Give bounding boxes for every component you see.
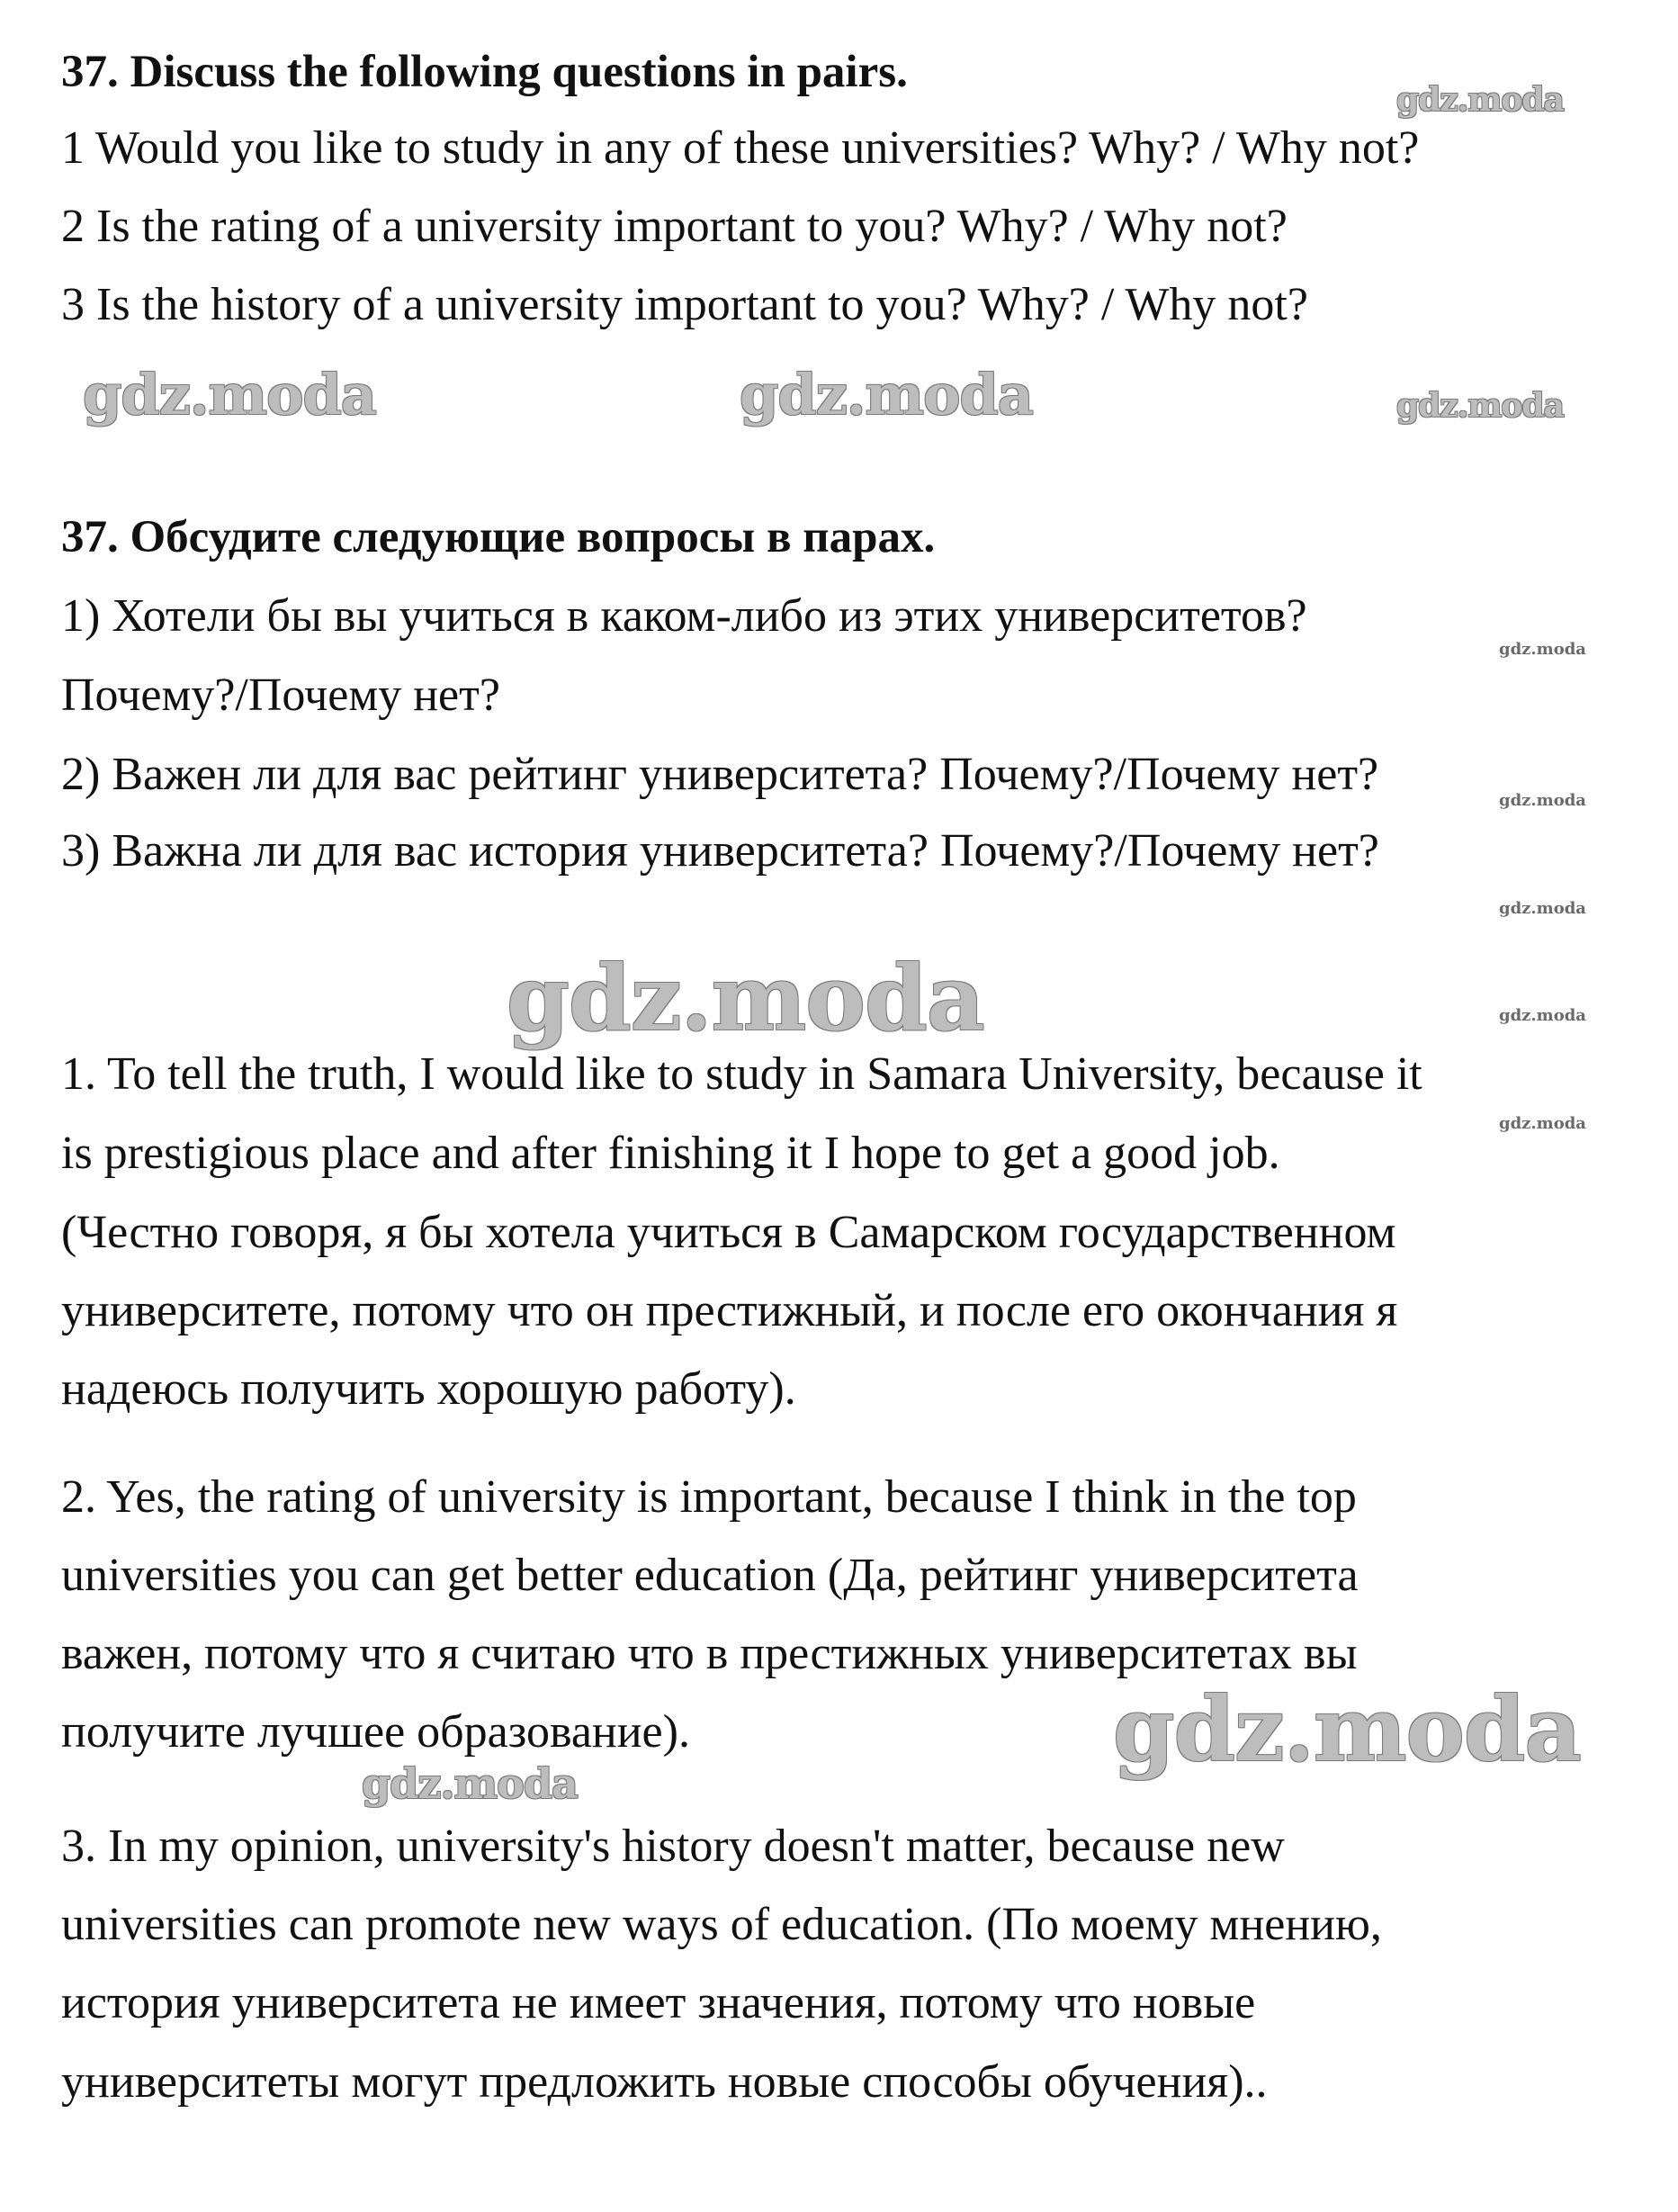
answer-1-line-2: is prestigious place and after finishing it I hope to get a good job. [61,1128,1280,1179]
answer-1-line-3: (Честно говоря, я бы хотела учиться в Самарском государственном [61,1207,1396,1258]
watermark: gdz.moda [1113,1678,1581,1782]
question-3-russian: 3) Важна ли для вас история университета? Почему?/Почему нет? [61,825,1379,877]
watermark: gdz.moda [1499,640,1586,659]
watermark: gdz.moda [1499,1114,1586,1133]
answer-3-line-3: история университета не имеет значения, потому что новые [61,1977,1256,2028]
answer-2-line-2: universities you can get better education (Да, рейтинг университета [61,1550,1359,1601]
question-1-russian: 1) Хотели бы вы учиться в каком-либо из этих университетов? [61,590,1307,642]
watermark: gdz.moda [1499,791,1586,810]
answer-1-line-5: надеюсь получить хорошую работу). [61,1363,796,1415]
watermark: gdz.moda [83,362,376,427]
question-1-english: 1 Would you like to study in any of these universities? Why? / Why not? [61,122,1420,174]
answer-2-line-3: важен, потому что я считаю что в престижных университетах вы [61,1628,1358,1679]
question-2-russian: 2) Важен ли для вас рейтинг университета? Почему?/Почему нет? [61,749,1379,800]
answer-1-line-4: университете, потому что он престижный, и после его окончания я [61,1285,1398,1336]
watermark: gdz.moda [1499,899,1586,918]
answer-3-line-2: universities can promote new ways of education. (По моему мнению, [61,1899,1382,1950]
answer-3-line-4: университеты могут предложить новые способы обучения).. [61,2056,1268,2108]
answer-1-line-1: 1. To tell the truth, I would like to study in Samara University, because it [61,1048,1422,1100]
answer-2-line-4: получите лучшее образование). [61,1706,690,1758]
task-heading-english: 37. Discuss the following questions in pairs. [61,47,908,97]
watermark: gdz.moda [507,945,984,1051]
watermark: gdz.moda [1396,81,1564,119]
question-2-english: 2 Is the rating of a university important to you? Why? / Why not? [61,201,1288,252]
question-3-english: 3 Is the history of a university important to you? Why? / Why not? [61,279,1308,330]
task-heading-russian: 37. Обсудите следующие вопросы в парах. [61,512,936,562]
watermark: gdz.moda [1396,387,1564,425]
answer-3-line-1: 3. In my opinion, university's history doesn't matter, because new [61,1821,1285,1872]
watermark: gdz.moda [1499,1006,1586,1025]
answer-2-line-1: 2. Yes, the rating of university is important, because I think in the top [61,1471,1357,1523]
watermark: gdz.moda [362,1759,578,1808]
watermark: gdz.moda [740,362,1033,427]
question-1-russian-cont: Почему?/Почему нет? [61,670,500,721]
